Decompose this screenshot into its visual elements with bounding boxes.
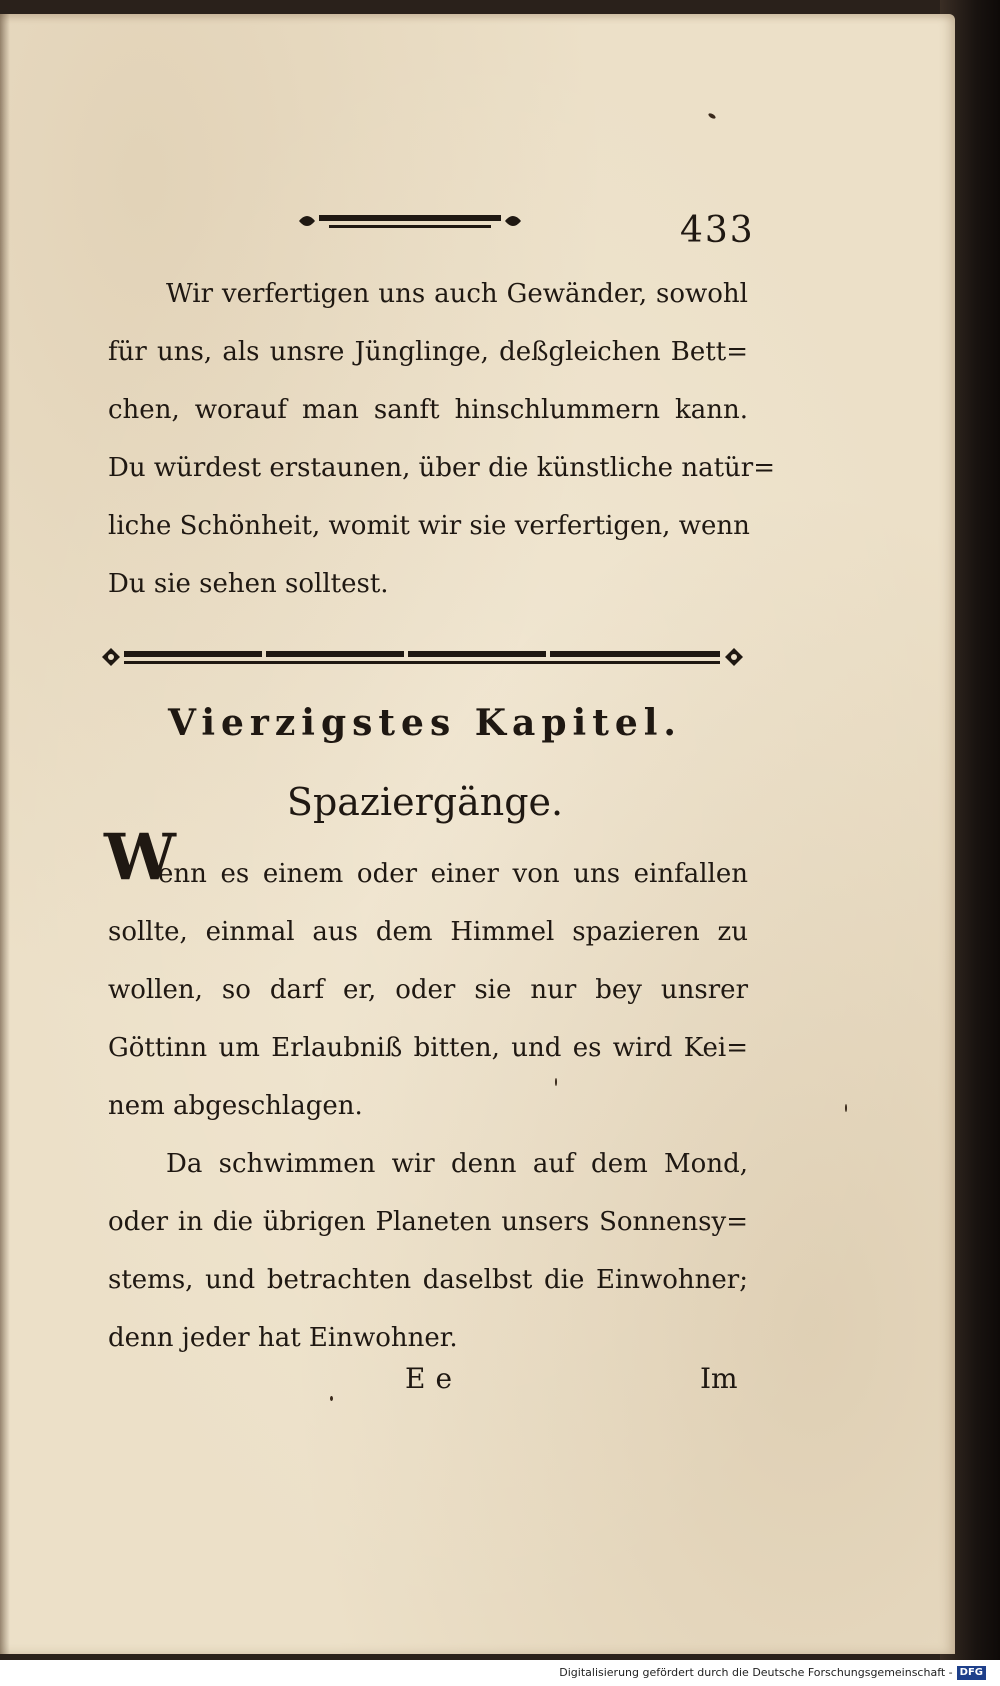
section-divider bbox=[100, 640, 745, 674]
text-line: Du sie sehen solltest. bbox=[108, 569, 389, 599]
drop-cap: W bbox=[104, 820, 176, 895]
text-line: denn jeder hat Einwohner. bbox=[108, 1323, 458, 1353]
book-page bbox=[0, 14, 955, 1654]
chapter-heading: Vierzigstes Kapitel. bbox=[168, 702, 682, 744]
catchword: Im bbox=[700, 1362, 738, 1395]
text-line: Da schwimmen wir denn auf dem Mond, bbox=[166, 1149, 748, 1179]
text-line: stems, und betrachten daselbst die Einwohner; bbox=[108, 1265, 748, 1295]
paper-speck bbox=[330, 1396, 333, 1401]
credit-text: Digitalisierung gefördert durch die Deutsche Forschungsgemeinschaft - bbox=[559, 1666, 953, 1679]
dfg-logo: DFG bbox=[957, 1666, 986, 1680]
paper-speck bbox=[555, 1078, 557, 1086]
text-line: Wir verfertigen uns auch Gewänder, sowohl bbox=[166, 279, 748, 309]
text-line: chen, worauf man sanft hinschlummern kann. bbox=[108, 395, 748, 425]
text-line: nem abgeschlagen. bbox=[108, 1091, 363, 1121]
page-gutter-shadow bbox=[0, 14, 10, 1654]
text-line: für uns, als unsre Jünglinge, deßgleichen Bett= bbox=[108, 337, 748, 367]
chapter-subtitle: Spaziergänge. bbox=[286, 780, 564, 824]
text-line: enn es einem oder einer von uns einfallen bbox=[158, 859, 748, 889]
text-line: wollen, so darf er, oder sie nur bey unsrer bbox=[108, 975, 748, 1005]
paper-speck bbox=[845, 1104, 847, 1112]
signature-mark: Ee bbox=[405, 1362, 463, 1395]
paragraph-1 bbox=[108, 264, 775, 612]
digitization-credit bbox=[0, 1660, 1000, 1686]
paper-speck bbox=[708, 112, 717, 119]
text-line: sollte, einmal aus dem Himmel spazieren zu bbox=[108, 917, 748, 947]
header-ornament bbox=[295, 204, 525, 238]
page-number: 433 bbox=[680, 210, 755, 251]
paragraph-2 bbox=[108, 844, 748, 1134]
text-line: oder in die übrigen Planeten unsers Sonnensy= bbox=[108, 1207, 748, 1237]
text-line: liche Schönheit, womit wir sie verfertigen, wenn bbox=[108, 511, 750, 541]
text-line: Du würdest erstaunen, über die künstliche natür= bbox=[108, 453, 775, 483]
text-line: Göttinn um Erlaubniß bitten, und es wird Kei= bbox=[108, 1033, 748, 1063]
paragraph-3 bbox=[108, 1134, 748, 1366]
